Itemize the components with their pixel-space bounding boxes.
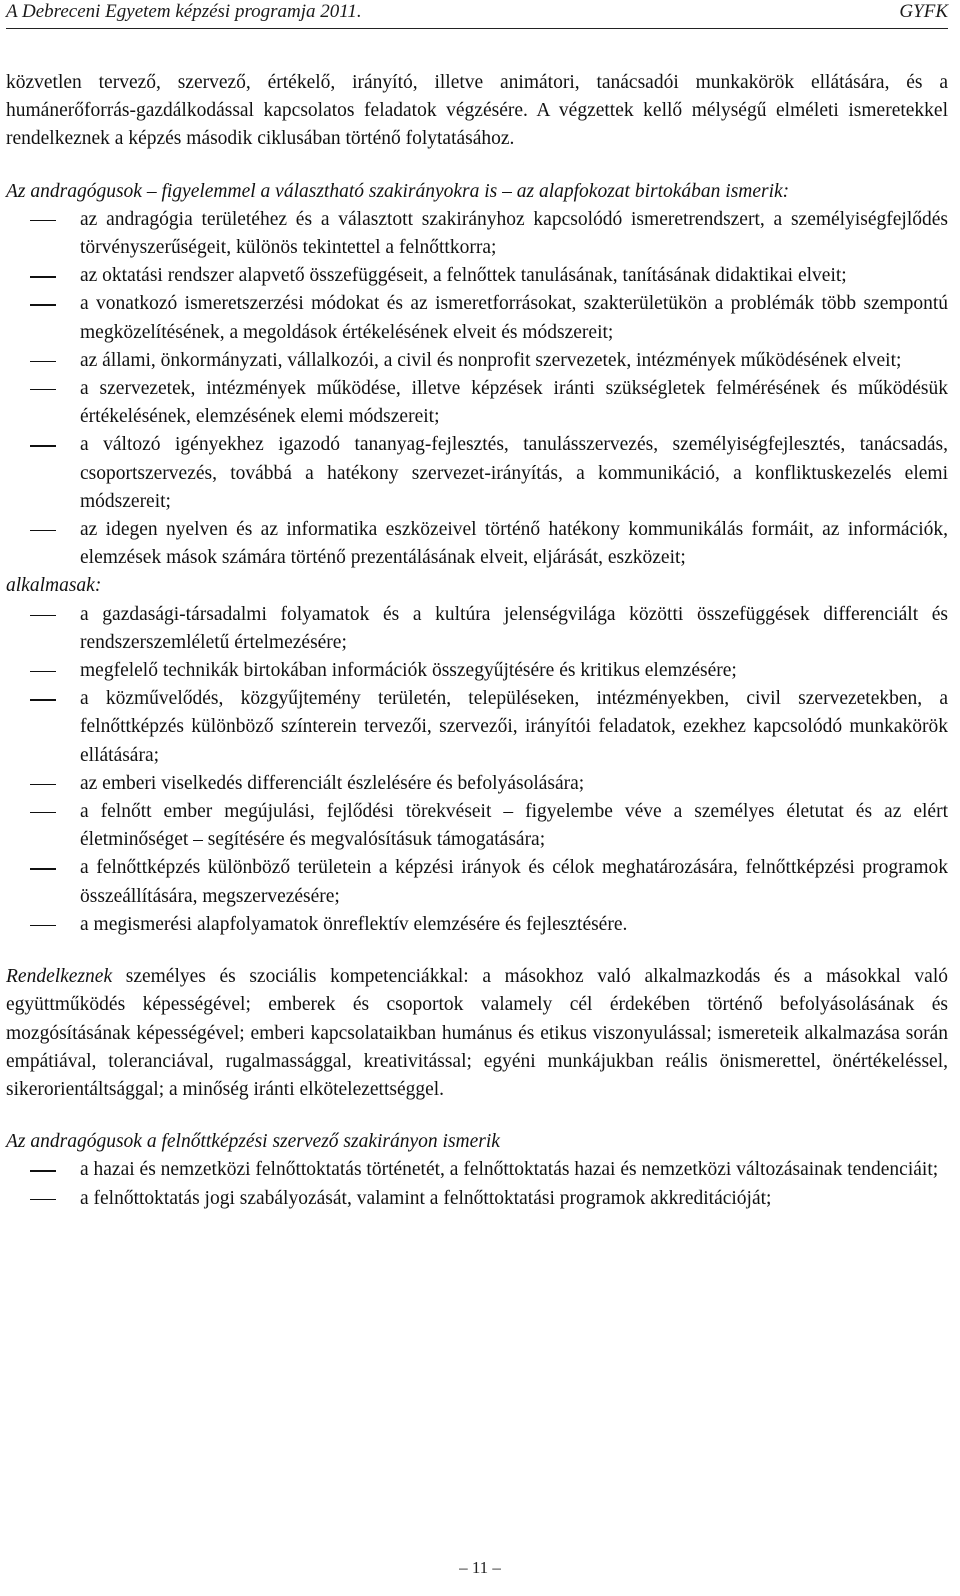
list-item: a vonatkozó ismeretszerzési módokat és az ismeretforrásokat, szakterületükön a problémák több szempontú megközelítésének, a megoldások értékelésének elveit és módszereit;	[6, 290, 948, 346]
list-item: a felnőttképzés különböző területein a képzési irányok és célok meghatározására, felnőttképzési programok összeállítására, megszervezésére;	[6, 854, 948, 910]
list-item: az oktatási rendszer alapvető összefüggéseit, a felnőttek tanulásának, tanításának didaktikai elveit;	[6, 262, 948, 290]
list-item: megfelelő technikák birtokában információk összegyűjtésére és kritikus elemzésére;	[6, 657, 948, 685]
section1-heading: Az andragógusok – figyelemmel a választható szakirányokra is – az alapfokozat birtokában ismerik:	[6, 180, 790, 202]
section2-list	[6, 601, 948, 939]
list-item: a változó igényekhez igazodó tananyag-fejlesztés, tanulásszervezés, személyiségfejlesztés, tanácsadás, csoportszervezés, továbbá a hatékony szervezet-irányítás, a kommunikáció, a konfliktuskezelés elemi módszereit;	[6, 431, 948, 516]
list-item: az idegen nyelven és az informatika eszközeivel történő hatékony kommunikálás formáit, az információk, elemzések mások számára történő prezentálásának elveit, eljárását, eszközeit;	[6, 516, 948, 572]
list-item: a szervezetek, intézmények működése, illetve képzések iránti szükségletek felmérésének és működésük értékelésének, elemzésének elemi módszereit;	[6, 375, 948, 431]
list-item: a közművelődés, közgyűjtemény területén, településeken, intézményekben, civil szervezetekben, a felnőttképzés különböző színterein tervezői, szervezői, irányítói feladatok, ezekhez kapcsolódó munkakörök ellátására;	[6, 685, 948, 770]
list-item: a felnőtt ember megújulási, fejlődési törekvéseit – figyelembe véve a személyes életutat és az elért életminőséget – segítésére és megvalósításuk támogatására;	[6, 798, 948, 854]
list-item: a hazai és nemzetközi felnőttoktatás történetét, a felnőttoktatás hazai és nemzetközi változásainak tendenciáit;	[6, 1156, 948, 1184]
document-page	[6, 0, 948, 1213]
header-institution: GYFK	[899, 1, 948, 22]
section2-heading: alkalmasak:	[6, 575, 102, 597]
page-header	[6, 0, 948, 29]
competence-lead: Rendelkeznek	[6, 966, 113, 988]
list-item: az emberi viselkedés differenciált észlelésére és befolyásolására;	[6, 770, 948, 798]
list-item: a felnőttoktatás jogi szabályozását, valamint a felnőttoktatási programok akkreditációját;	[6, 1185, 948, 1213]
list-item: az andragógia területéhez és a választott szakirányhoz kapcsolódó ismeretrendszert, a személyiségfejlődés törvényszerűségeit, különös tekintettel a felnőttkorra;	[6, 206, 948, 262]
page-number: – 11 –	[459, 1558, 501, 1577]
list-item: az állami, önkormányzati, vállalkozói, a civil és nonprofit szervezetek, intézmények működésének elveit;	[6, 347, 948, 375]
list-item: a megismerési alapfolyamatok önreflektív elemzésére és fejlesztésére.	[6, 911, 948, 939]
list-item: a gazdasági-társadalmi folyamatok és a kultúra jelenségvilága közötti összefüggések differenciált és rendszerszemléletű értelmezésére;	[6, 601, 948, 657]
competence-text: személyes és szociális kompetenciákkal: a másokhoz való alkalmazkodás és a másokkal való együttműködés képességével; emberek és csoportok valamely cél érdekében történő befolyásolásának és mozgósításának képességével; emberi kapcsolataikban humánus és etikus viszonyulással; ismereteik alkalmazása során empátiával, toleranciával, rugalmassággal, kreativitással; egyéni munkájukban reális önismerettel, önértékeléssel, sikerorientáltsággal; a minőség iránti elkötelezettséggel.	[6, 966, 948, 1100]
header-title: A Debreceni Egyetem képzési programja 2011.	[6, 1, 362, 22]
competence-paragraph	[6, 963, 948, 1104]
section3-list	[6, 1156, 948, 1212]
intro-paragraph: közvetlen tervező, szervező, értékelő, irányító, illetve animátori, tanácsadói munkakörök ellátására, és a humánerőforrás-gazdálkodással kapcsolatos feladatok végzésére. A végzettek kellő mélységű elméleti ismeretekkel rendelkeznek a képzés második ciklusában történő folytatásához.	[6, 72, 948, 150]
section1-list	[6, 206, 948, 573]
section3-heading: Az andragógusok a felnőttképzési szervező szakirányon ismerik	[6, 1131, 500, 1153]
